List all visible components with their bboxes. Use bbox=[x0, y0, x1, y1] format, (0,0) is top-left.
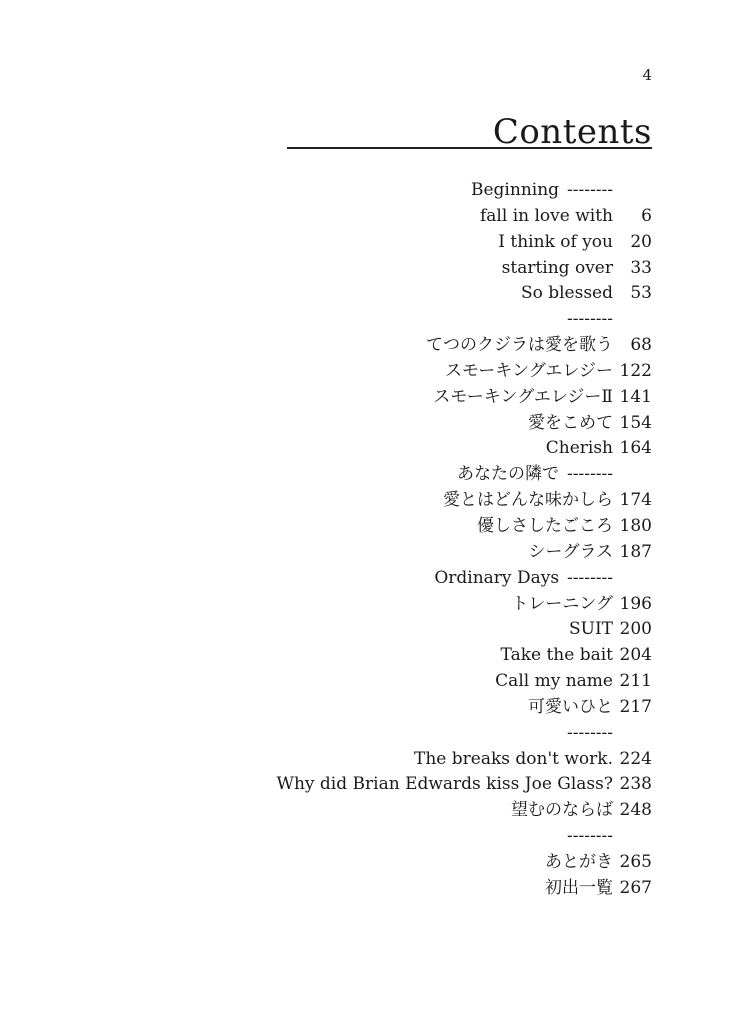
title-underline bbox=[287, 147, 652, 149]
toc-section-heading bbox=[0, 462, 738, 488]
toc-entry-page: 180 bbox=[619, 515, 652, 536]
toc-entry-title: Why did Brian Edwards kiss Joe Glass? bbox=[276, 774, 613, 795]
section-heading-wrapper bbox=[457, 462, 613, 488]
toc-entry-page: 6 bbox=[641, 205, 652, 226]
toc-entry-page: 211 bbox=[619, 671, 652, 692]
toc-section-heading bbox=[0, 566, 738, 592]
toc-entry bbox=[0, 333, 738, 359]
toc-entry bbox=[0, 514, 738, 540]
toc-entry bbox=[0, 772, 738, 798]
toc-entry-page: 174 bbox=[619, 490, 652, 511]
section-title: Ordinary Days bbox=[434, 567, 560, 588]
separator-dashes: -------- bbox=[567, 826, 613, 847]
section-dashes: -------- bbox=[567, 567, 613, 588]
separator-dashes: -------- bbox=[567, 309, 613, 330]
toc-entry bbox=[0, 488, 738, 514]
toc-entry-title: starting over bbox=[501, 257, 613, 278]
toc-entry-page: 122 bbox=[619, 360, 652, 381]
toc-entry bbox=[0, 850, 738, 876]
toc-entry bbox=[0, 281, 738, 307]
toc-entry-page: 238 bbox=[619, 774, 652, 795]
toc-entry-page: 154 bbox=[619, 412, 652, 433]
section-dashes: -------- bbox=[567, 464, 613, 485]
toc-entry-title: The breaks don't work. bbox=[414, 748, 613, 769]
toc-entry bbox=[0, 385, 738, 411]
toc-entry bbox=[0, 436, 738, 462]
toc-entry-title: トレーニング bbox=[511, 593, 613, 614]
section-dashes: -------- bbox=[567, 180, 613, 200]
toc-entry bbox=[0, 204, 738, 230]
page-title: Contents bbox=[492, 112, 652, 152]
toc-entry-title: スモーキングエレジー bbox=[444, 360, 613, 381]
toc-entry bbox=[0, 695, 738, 721]
toc-entry-title: Cherish bbox=[545, 438, 613, 459]
toc-entry-title: So blessed bbox=[520, 283, 613, 304]
toc-entry-title: スモーキングエレジーⅡ bbox=[433, 386, 613, 407]
toc-entry bbox=[0, 798, 738, 824]
toc-entry-page: 164 bbox=[619, 438, 652, 459]
toc-entry-title: I think of you bbox=[498, 231, 613, 252]
toc-entry-page: 53 bbox=[630, 283, 652, 304]
toc-entry-title: SUIT bbox=[568, 619, 613, 640]
toc-entry bbox=[0, 669, 738, 695]
toc-entry-title: Call my name bbox=[495, 671, 613, 692]
toc-entry-title: Take the bait bbox=[500, 645, 613, 666]
toc-entry bbox=[0, 643, 738, 669]
toc-entry bbox=[0, 876, 738, 902]
toc-entry bbox=[0, 540, 738, 566]
toc-section-heading bbox=[0, 178, 738, 204]
toc-entry-page: 224 bbox=[619, 748, 652, 769]
toc-entry-title: 可愛いひと bbox=[528, 696, 613, 717]
toc-entry-title: シーグラス bbox=[528, 541, 613, 562]
toc-entry-title: あとがき bbox=[545, 851, 613, 872]
page-number: 4 bbox=[642, 66, 652, 84]
toc-entry-title: 優しさしたごころ bbox=[477, 515, 613, 536]
toc-entry bbox=[0, 359, 738, 385]
section-heading-wrapper bbox=[471, 178, 613, 204]
toc-entry-title: 初出一覧 bbox=[545, 877, 613, 898]
toc-separator bbox=[0, 824, 738, 850]
toc-entry-title: 愛とはどんな味かしら bbox=[443, 490, 613, 511]
section-title: Beginning bbox=[471, 180, 560, 200]
toc-entry-title: 愛をこめて bbox=[528, 412, 613, 433]
toc-entry bbox=[0, 256, 738, 282]
toc-entry-page: 33 bbox=[630, 257, 652, 278]
toc-entry-title: 望むのならば bbox=[511, 800, 613, 821]
toc-entry-page: 265 bbox=[619, 851, 652, 872]
toc-entry-page: 200 bbox=[619, 619, 652, 640]
toc-entry-page: 20 bbox=[630, 231, 652, 252]
separator-dashes: -------- bbox=[567, 722, 613, 743]
toc-entry-page: 267 bbox=[619, 877, 652, 898]
toc-entry bbox=[0, 411, 738, 437]
toc-entry-title: てつのクジラは愛を歌う bbox=[426, 335, 613, 356]
toc-entry-title: fall in love with bbox=[479, 205, 613, 226]
toc-entry-page: 217 bbox=[619, 696, 652, 717]
toc-entry-page: 68 bbox=[630, 335, 652, 356]
toc-entry bbox=[0, 747, 738, 773]
toc-entry-page: 204 bbox=[619, 645, 652, 666]
section-heading-wrapper bbox=[434, 566, 613, 592]
section-title: あなたの隣で bbox=[457, 464, 560, 485]
toc-entry bbox=[0, 617, 738, 643]
toc-separator bbox=[0, 307, 738, 333]
toc-entry-page: 141 bbox=[619, 386, 652, 407]
toc-separator bbox=[0, 721, 738, 747]
toc-entry-page: 187 bbox=[619, 541, 652, 562]
table-of-contents bbox=[0, 178, 738, 902]
toc-entry bbox=[0, 230, 738, 256]
toc-entry-page: 196 bbox=[619, 593, 652, 614]
toc-entry bbox=[0, 592, 738, 618]
toc-entry-page: 248 bbox=[619, 800, 652, 821]
